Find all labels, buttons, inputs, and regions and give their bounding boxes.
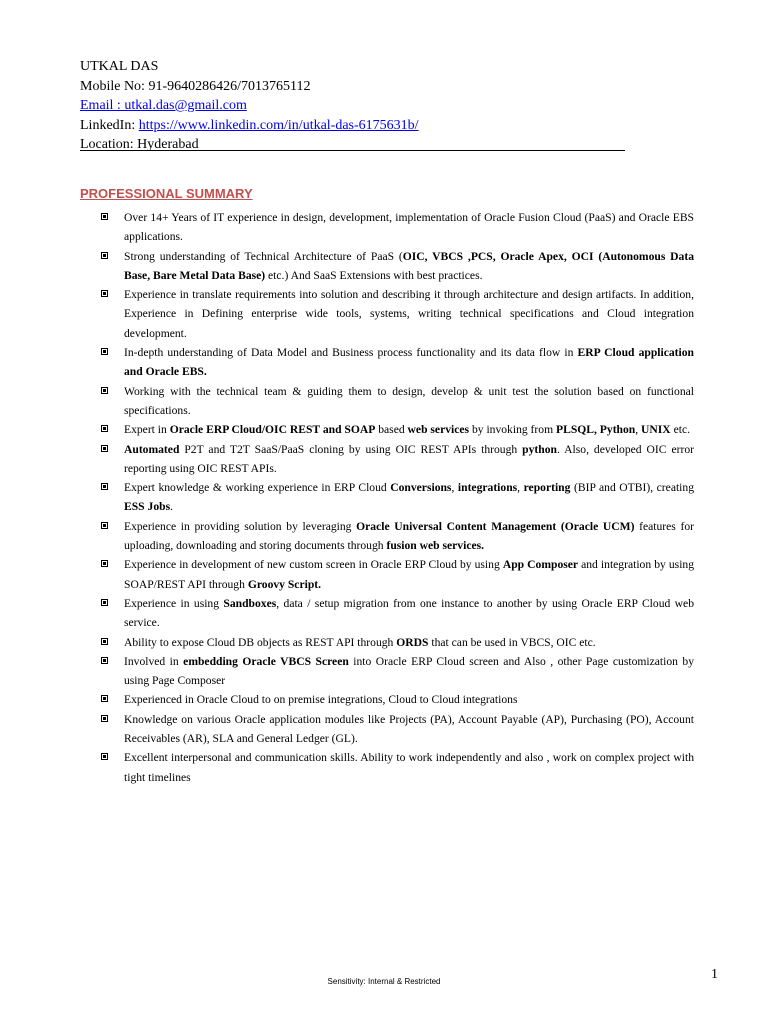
- summary-bullet: [101, 748, 694, 787]
- email-line: [80, 96, 625, 116]
- bullet-text: , data / setup migration from one instance to another by using Oracle ERP Cloud web service.: [124, 596, 694, 630]
- bullet-text-bold: reporting: [523, 481, 571, 495]
- bullet-text: Knowledge on various Oracle application modules like Projects (PA), Account Payable (AP), Purchasing (PO), Account Receivables (AR), SLA and General Ledger (GL).: [124, 712, 694, 746]
- bullet-text: Strong understanding of Technical Architecture of PaaS (: [124, 249, 403, 263]
- summary-bullet: [101, 208, 694, 247]
- linkedin-line: [80, 116, 625, 136]
- bullet-text: by invoking from: [469, 423, 556, 437]
- bullet-text-bold: OIC, VBCS ,PCS, Oracle Apex, OCI (Autonomous Data Base, Bare Metal Data Base): [124, 249, 694, 282]
- bullet-text: Expert in: [124, 423, 170, 437]
- summary-bullet: [101, 343, 694, 382]
- square-bullet-icon: [101, 483, 108, 490]
- summary-bullet: [101, 710, 694, 749]
- summary-bullet: [101, 478, 694, 517]
- square-bullet-icon: [101, 638, 108, 645]
- square-bullet-icon: [101, 753, 108, 760]
- sensitivity-footer: Sensitivity: Internal & Restricted: [327, 977, 441, 986]
- bullet-text-bold: Oracle Universal Content Management (Oracle UCM): [356, 519, 635, 533]
- bullet-text: ,: [517, 481, 524, 495]
- bullet-text-bold: ESS Jobs: [124, 500, 171, 514]
- summary-bullet: [101, 633, 694, 652]
- bullet-text-bold: Conversions: [390, 481, 452, 495]
- summary-bullet: [101, 285, 694, 343]
- bullet-text-bold: Groovy Script.: [247, 577, 322, 591]
- bullet-text: etc.) And SaaS Extensions with best practices.: [265, 268, 483, 282]
- linkedin-label: LinkedIn:: [80, 117, 139, 133]
- bullet-text: Experience in using: [124, 596, 224, 610]
- bullet-text: Experience in development of new custom screen in Oracle ERP Cloud by using: [124, 558, 503, 572]
- bullet-text-bold: Oracle ERP Cloud/OIC REST and SOAP: [169, 423, 376, 437]
- summary-bullet: [101, 517, 694, 556]
- summary-bullet: [101, 652, 694, 691]
- bullet-text: that can be used in VBCS, OIC etc.: [428, 635, 596, 649]
- candidate-name: UTKAL DAS: [80, 59, 159, 74]
- bullet-text-bold: App Composer: [502, 558, 579, 572]
- bullet-text: Excellent interpersonal and communication skills. Ability to work independently and also , work on complex project with tight timelines: [124, 751, 694, 784]
- summary-bullet: [101, 420, 694, 439]
- summary-bullet-list: [101, 208, 694, 787]
- square-bullet-icon: [101, 290, 108, 297]
- bullet-text: (BIP and OTBI), creating: [570, 481, 694, 495]
- square-bullet-icon: [101, 348, 108, 355]
- square-bullet-icon: [101, 599, 108, 606]
- bullet-text: Working with the technical team & guiding them to design, develop & unit test the solution based on functional specifications.: [124, 384, 694, 417]
- square-bullet-icon: [101, 252, 108, 259]
- summary-bullet: [101, 555, 694, 594]
- bullet-text: etc.: [670, 423, 690, 437]
- bullet-text: .: [170, 500, 173, 514]
- bullet-text: Over 14+ Years of IT experience in design, development, implementation of Oracle Fusion Cloud (PaaS) and Oracle EBS applications.: [124, 211, 694, 244]
- bullet-text-bold: embedding Oracle VBCS Screen: [183, 654, 349, 668]
- square-bullet-icon: [101, 213, 108, 220]
- summary-bullet: [101, 440, 694, 479]
- bullet-text-bold: web services: [407, 423, 470, 437]
- bullet-text-bold: UNIX: [641, 423, 671, 437]
- location: Location: Hyderabad: [80, 137, 199, 152]
- bullet-text: Ability to expose Cloud DB objects as REST API through: [124, 635, 397, 649]
- contact-header: [80, 57, 625, 155]
- bullet-text: . Also, developed OIC error reporting using OIC REST APIs.: [124, 442, 694, 475]
- square-bullet-icon: [101, 522, 108, 529]
- square-bullet-icon: [101, 715, 108, 722]
- bullet-text: Experience in translate requirements into solution and describing it through architecture and design artifacts. In addition, Experience in Defining enterprise wide tools, systems, writing technical specifications and Cloud integration development.: [124, 288, 694, 340]
- bullet-text: Experienced in Oracle Cloud to on premise integrations, Cloud to Cloud integrations: [124, 693, 518, 707]
- bullet-text: Expert knowledge & working experience in ERP Cloud: [124, 481, 391, 495]
- bullet-text-bold: ORDS: [396, 635, 429, 649]
- bullet-text: P2T and T2T SaaS/PaaS cloning by using OIC REST APIs through: [179, 442, 523, 456]
- bullet-text: ,: [451, 481, 458, 495]
- bullet-text-bold: python: [522, 442, 557, 456]
- bullet-text-bold: ERP Cloud application and Oracle EBS.: [124, 346, 694, 379]
- square-bullet-icon: [101, 657, 108, 664]
- section-title-professional-summary: PROFESSIONAL SUMMARY: [80, 186, 253, 201]
- square-bullet-icon: [101, 445, 108, 452]
- bullet-text-bold: Automated: [124, 442, 180, 456]
- bullet-text: Experience in providing solution by leveraging: [124, 519, 357, 533]
- bullet-text: ,: [635, 423, 642, 437]
- mobile-number: Mobile No: 91-9640286426/7013765112: [80, 78, 311, 94]
- header-divider: [80, 150, 625, 151]
- bullet-text: into Oracle ERP Cloud screen and Also , other Page customization by using Page Composer: [124, 654, 694, 688]
- page-number: 1: [711, 967, 718, 982]
- square-bullet-icon: [101, 695, 108, 702]
- email-link[interactable]: Email : utkal.das@gmail.com: [80, 98, 247, 113]
- summary-bullet: [101, 594, 694, 633]
- bullet-text: Involved in: [124, 654, 184, 668]
- square-bullet-icon: [101, 425, 108, 432]
- square-bullet-icon: [101, 560, 108, 567]
- bullet-text-bold: integrations: [457, 481, 518, 495]
- summary-bullet: [101, 247, 694, 286]
- linkedin-link[interactable]: https://www.linkedin.com/in/utkal-das-6175631b/: [138, 117, 419, 133]
- summary-bullet: [101, 382, 694, 421]
- bullet-text-bold: fusion web services.: [386, 539, 485, 553]
- square-bullet-icon: [101, 387, 108, 394]
- bullet-text-bold: PLSQL, Python: [556, 423, 636, 437]
- bullet-text: based: [375, 423, 408, 437]
- bullet-text: In-depth understanding of Data Model and Business process functionality and its data flow in: [124, 346, 578, 360]
- summary-bullet: [101, 690, 694, 709]
- bullet-text-bold: Sandboxes: [223, 596, 277, 610]
- bullet-text: and integration by using SOAP/REST API through: [124, 558, 695, 591]
- bullet-text: features for uploading, downloading and storing documents through: [124, 519, 694, 553]
